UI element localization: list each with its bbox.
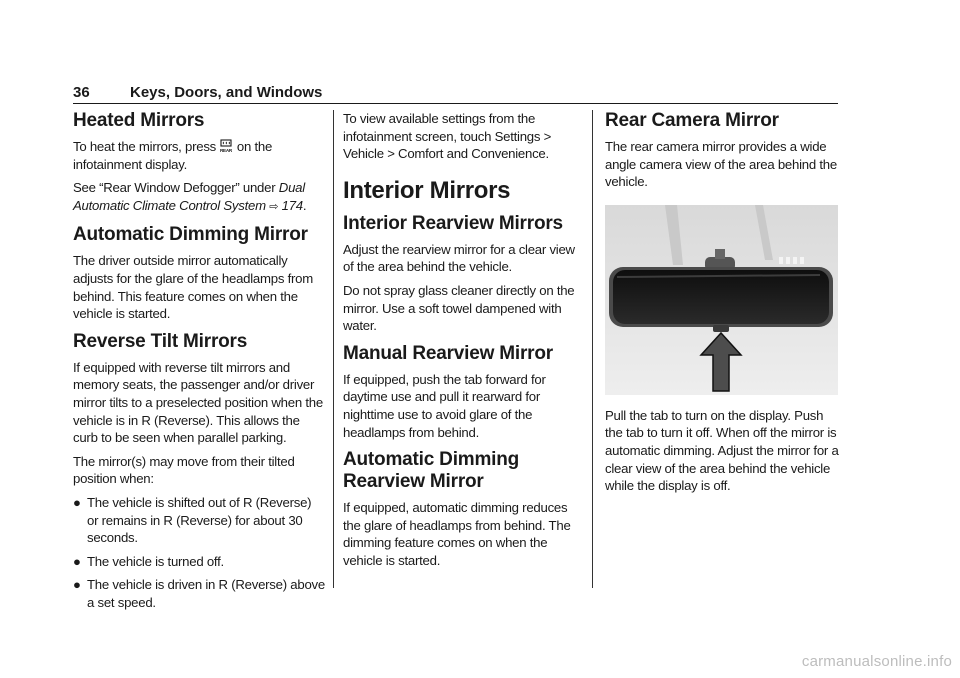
- bullet-icon: ●: [73, 553, 81, 569]
- manual-para: If equipped, push the tab forward for daytime use and pull it rearward for nighttime use to avoid glare of the headlamps from behind.: [343, 371, 546, 440]
- heading-manual-rearview-mirror: Manual Rearview Mirror: [343, 342, 553, 364]
- list-item: ● The vehicle is turned off.: [73, 553, 224, 569]
- section-interior-rearview-mirrors: [343, 213, 583, 335]
- list-item: ● The vehicle is driven in R (Reverse) above a set speed.: [73, 577, 325, 610]
- heading-rear-camera-mirror: Rear Camera Mirror: [605, 110, 779, 131]
- header-rule: [73, 103, 838, 104]
- page-ref-arrow-icon: ⇨: [269, 200, 279, 213]
- bullet-icon: ●: [73, 577, 81, 593]
- rearview-para-2: Do not spray glass cleaner directly on the mirror. Use a soft towel dampened with water.: [343, 282, 575, 334]
- watermark: carmanualsonline.info: [801, 653, 952, 670]
- page-number: 36: [73, 84, 90, 101]
- mirror-illustration-svg: [605, 205, 838, 395]
- section-manual-rearview-mirror: [343, 343, 583, 441]
- heading-interior-rearview-mirrors: Interior Rearview Mirrors: [343, 212, 563, 234]
- column-divider-1: [333, 110, 334, 588]
- settings-intro: To view available settings from the infotainment screen, touch Settings > Vehicle > Comfort and Convenience.: [343, 111, 552, 162]
- heading-automatic-dimming-mirror: Automatic Dimming Mirror: [73, 224, 308, 246]
- rear-camera-para-2: Pull the tab to turn on the display. Push the tab to turn it off. When off the mirror is automatic dimming. Adjust the mirror for a clear view of the area behind the vehicle while the display is off.: [605, 407, 839, 494]
- section-heated-mirrors: [73, 110, 325, 216]
- svg-text:REAR: REAR: [220, 148, 233, 153]
- rear-camera-mirror-illustration: [605, 205, 838, 395]
- section-title: Keys, Doors, and Windows: [130, 84, 323, 101]
- reverse-tilt-list: [73, 494, 325, 612]
- reverse-tilt-para-1: If equipped with reverse tilt mirrors and memory seats, the passenger and/or driver mirror tilts to a preselected position when the vehicle is in R (Reverse). This allows the curb to be seen when parallel parking.: [73, 359, 323, 446]
- heading-interior-mirrors: Interior Mirrors: [343, 176, 511, 204]
- column-middle: [343, 110, 583, 578]
- heading-automatic-dimming-rearview-mirror: Automatic Dimming Rearview Mirror: [343, 449, 520, 493]
- section-reverse-tilt-mirrors: [73, 331, 325, 612]
- page-header: [73, 84, 838, 104]
- rear-defog-icon: [219, 139, 233, 153]
- auto-dim-rear-para: If equipped, automatic dimming reduces the glare of headlamps from behind. The dimming feature comes on when the vehicle is started.: [343, 500, 571, 568]
- rearview-para-1: Adjust the rearview mirror for a clear view of the area behind the vehicle.: [343, 241, 575, 275]
- heading-reverse-tilt-mirrors: Reverse Tilt Mirrors: [73, 330, 248, 352]
- heated-para-1: To heat the mirrors, press REAR on the infotainment display.: [73, 139, 273, 172]
- ref-page-number[interactable]: 174: [281, 197, 303, 213]
- rear-camera-para-1: The rear camera mirror provides a wide angle camera view of the area behind the vehicle.: [605, 139, 837, 190]
- column-left: [73, 110, 325, 619]
- bullet-icon: ●: [73, 494, 81, 510]
- column-divider-2: [592, 110, 593, 588]
- list-item: ● The vehicle is shifted out of R (Reverse) or remains in R (Reverse) for about 30 seconds.: [73, 494, 312, 546]
- column-right: [605, 110, 840, 501]
- reverse-tilt-para-2: The mirror(s) may move from their tilted position when:: [73, 453, 295, 487]
- auto-dim-para: The driver outside mirror automatically adjusts for the glare of the headlamps from behind. This feature comes on when the vehicle is started.: [73, 253, 313, 322]
- ref-dual-climate[interactable]: Dual Automatic Climate Control System: [73, 180, 305, 213]
- section-automatic-dimming-mirror: [73, 224, 325, 322]
- section-automatic-dimming-rearview-mirror: [343, 449, 583, 569]
- heading-heated-mirrors: Heated Mirrors: [73, 110, 205, 131]
- heated-para-2: See “Rear Window Defogger” under Dual Automatic Climate Control System ⇨ 174.: [73, 179, 325, 216]
